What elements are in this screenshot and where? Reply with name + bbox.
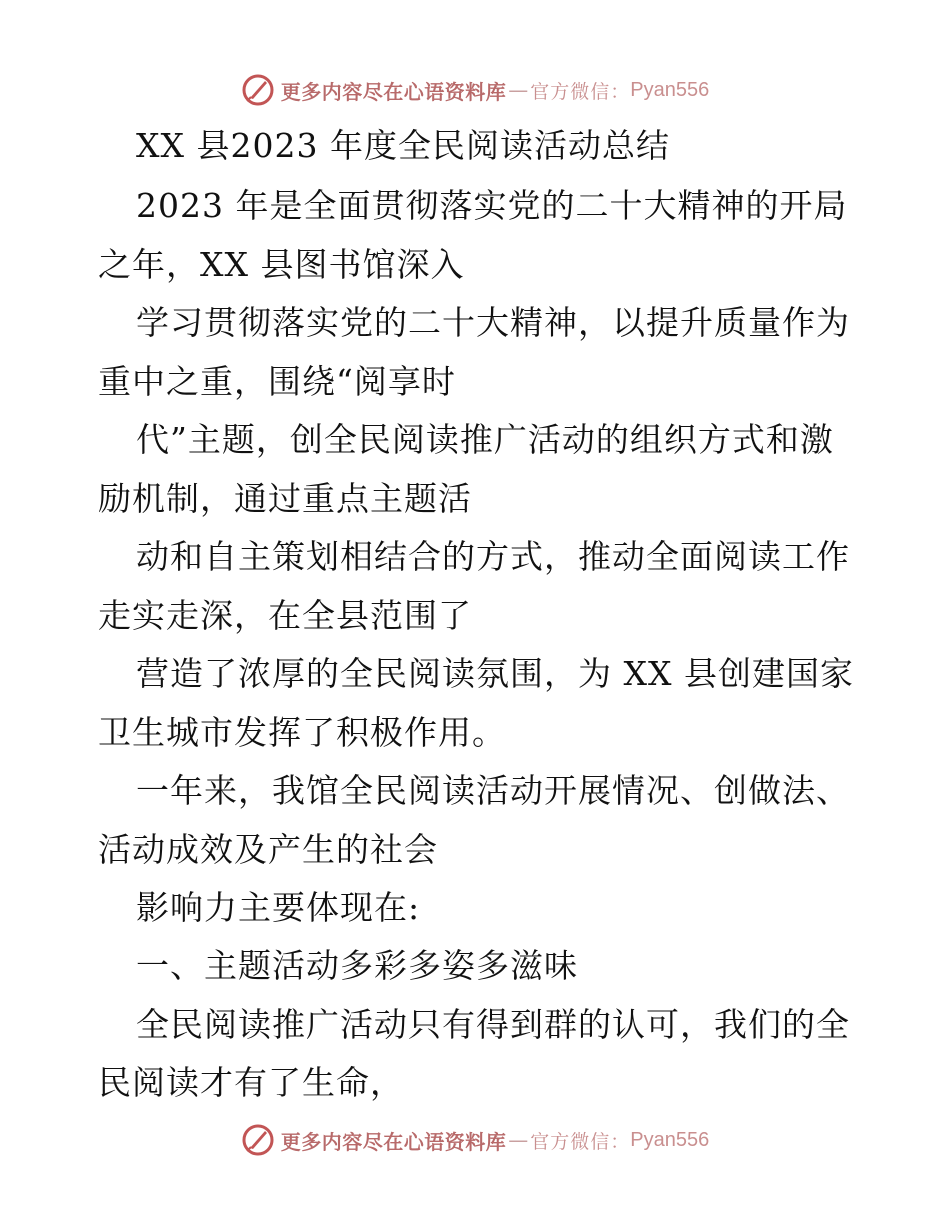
paragraph-line: 动和自主策划相结合的方式，推动全面阅读工作 — [136, 537, 850, 576]
paragraph-line: 一年来，我馆全民阅读活动开展情况、创做法、 — [136, 771, 850, 810]
paragraph-line: 学习贯彻落实党的二十大精神，以提升质量作为 — [136, 303, 850, 342]
paragraph-line: 重中之重，围绕“阅享时 — [98, 362, 456, 401]
paragraph-line: 代”主题，创全民阅读推广活动的组织方式和激 — [136, 420, 834, 459]
watermark-dash: — — [508, 1128, 529, 1152]
paragraph-line: 民阅读才有了生命， — [98, 1063, 404, 1102]
header-watermark — [0, 70, 950, 110]
watermark-wechat-id: Pyan556 — [630, 1128, 710, 1151]
watermark-dash: — — [508, 78, 529, 102]
paragraph-line: 走实走深，在全县范围了 — [98, 596, 472, 635]
watermark-text: 更多内容尽在心语资料库 — [280, 79, 507, 104]
footer-watermark — [0, 1120, 950, 1160]
paragraph-line: 影响力主要体现在: — [136, 888, 421, 927]
paragraph-line: 营造了浓厚的全民阅读氛围，为 XX 县创建国家 — [136, 654, 854, 693]
paragraph-line: 卫生城市发挥了积极作用。 — [98, 713, 506, 752]
watermark-wechat-id: Pyan556 — [630, 78, 710, 101]
paragraph-line: 2023 年是全面贯彻落实党的二十大精神的开局 — [136, 186, 848, 225]
paragraph-line: 之年，XX 县图书馆深入 — [98, 245, 465, 284]
watermark-wechat-label: 官方微信： — [530, 80, 631, 103]
feather-pen-icon — [241, 73, 275, 107]
paragraph-line: 励机制，通过重点主题活 — [98, 479, 472, 518]
paragraph-line: 活动成效及产生的社会 — [98, 830, 438, 869]
document-title: XX 县2023 年度全民阅读活动总结 — [136, 126, 670, 165]
watermark-text: 更多内容尽在心语资料库 — [280, 1129, 507, 1154]
watermark-wechat-label: 官方微信： — [530, 1130, 631, 1153]
feather-pen-icon — [241, 1123, 275, 1157]
section-heading: 一、主题活动多彩多姿多滋味 — [136, 946, 578, 985]
paragraph-line: 全民阅读推广活动只有得到群的认可，我们的全 — [136, 1005, 850, 1044]
